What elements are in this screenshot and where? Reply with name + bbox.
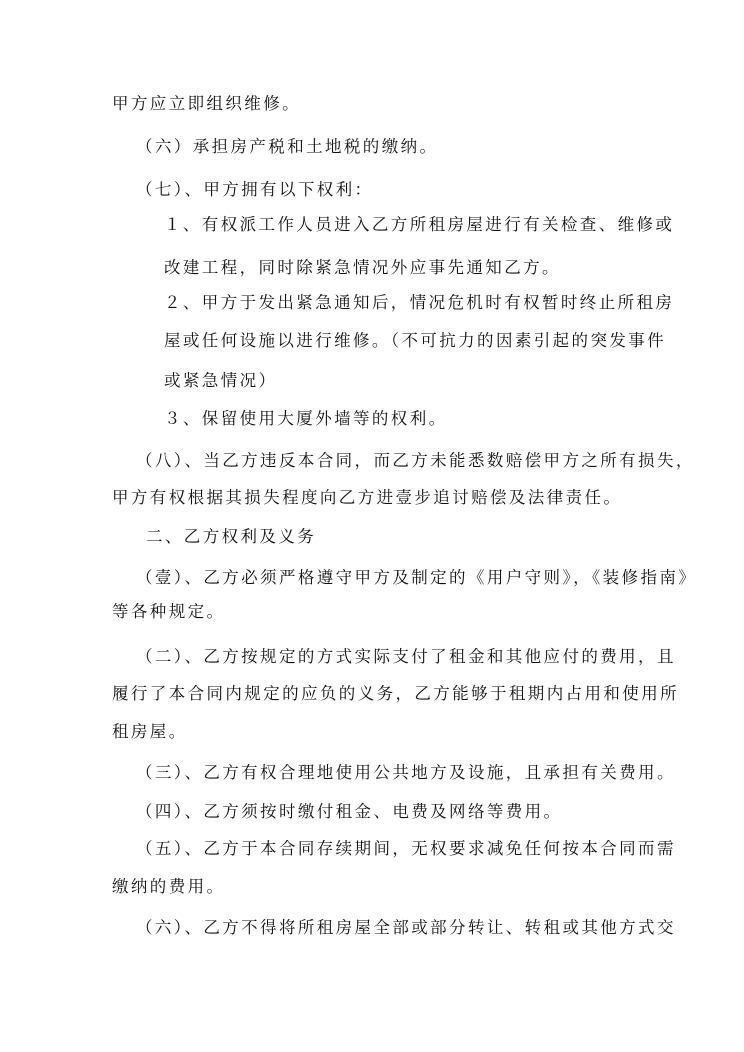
text-line: （四）、乙方须按时缴付租金、电费及网络等费用。 <box>136 802 563 821</box>
text-line: 等各种规定。 <box>112 602 226 621</box>
text-line: 屋或任何设施以进行维修。（不可抗力的因素引起的突发事件 <box>164 331 667 350</box>
text-line: 改建工程，同时除紧急情况外应事先通知乙方。 <box>164 258 561 277</box>
text-line: 租房屋。 <box>112 722 188 741</box>
text-line: （六）承担房产税和土地税的缴纳。 <box>136 137 439 156</box>
text-line: （八）、当乙方违反本合同，而乙方未能悉数赔偿甲方之所有损失， <box>136 451 695 470</box>
text-line: 履行了本合同内规定的应负的义务，乙方能够于租期内占用和使用所 <box>112 684 679 703</box>
text-line: ２、甲方于发出紧急通知后，情况危机时有权暂时终止所租房 <box>164 293 675 312</box>
section-heading: 二、乙方权利及义务 <box>146 527 317 546</box>
text-line: 甲方应立即组织维修。 <box>112 94 301 113</box>
text-line: （二）、乙方按规定的方式实际支付了租金和其他应付的费用，且 <box>136 647 676 666</box>
text-line: （七）、甲方拥有以下权利： <box>136 180 374 199</box>
text-line: 甲方有权根据其损失程度向乙方进壹步追讨赔偿及法律责任。 <box>112 488 623 507</box>
text-line: （三）、乙方有权合理地使用公共地方及设施，且承担有关费用。 <box>136 763 676 782</box>
text-line: ３、保留使用大厦外墙等的权利。 <box>164 409 448 428</box>
text-line: 缴纳的费用。 <box>112 877 226 896</box>
text-line: １、有权派工作人员进入乙方所租房屋进行有关检查、维修或 <box>164 215 675 234</box>
text-line: （壹）、乙方必须严格遵守甲方及制定的《用户守则》，《装修指南》 <box>136 568 698 587</box>
text-line: （五）、乙方于本合同存续期间，无权要求减免任何按本合同而需 <box>136 839 676 858</box>
text-line: （六）、乙方不得将所租房屋全部或部分转让、转租或其他方式交 <box>136 918 676 937</box>
text-line: 或紧急情况） <box>164 371 278 390</box>
